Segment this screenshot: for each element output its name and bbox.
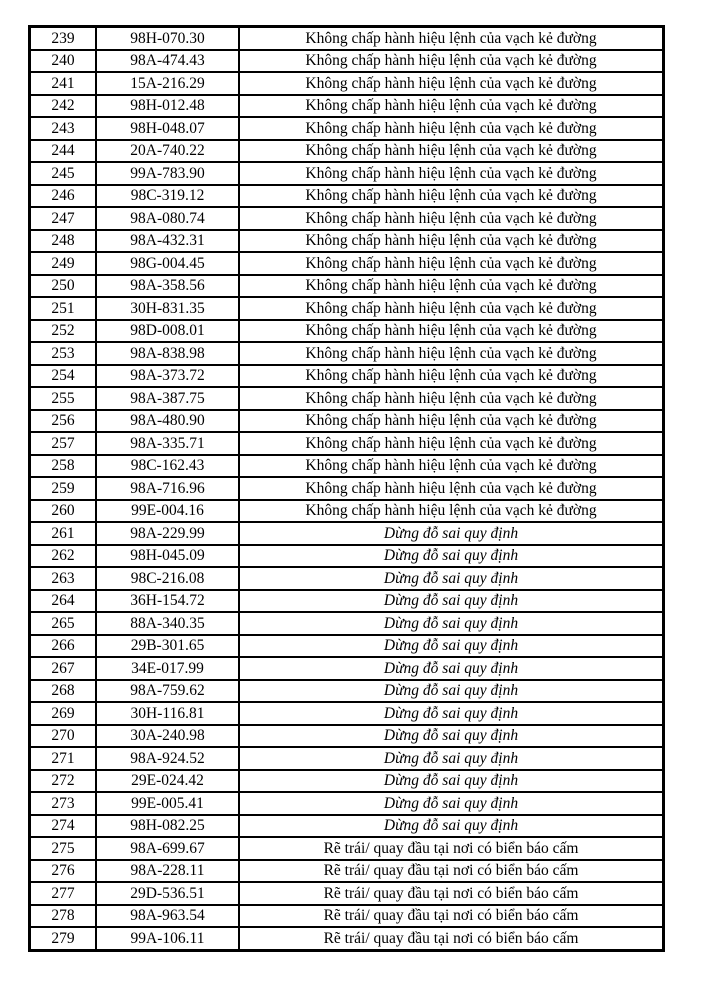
- row-number-cell: 265: [30, 612, 97, 635]
- table-row: [30, 860, 664, 883]
- violation-description-cell: Dừng đỗ sai quy định: [239, 725, 664, 748]
- violation-description-cell: Không chấp hành hiệu lệnh của vạch kẻ đường: [239, 297, 664, 320]
- violation-description-cell: Không chấp hành hiệu lệnh của vạch kẻ đường: [239, 477, 664, 500]
- table-row: [30, 747, 664, 770]
- license-plate-cell: 30A-240.98: [96, 725, 239, 748]
- license-plate-cell: 99E-004.16: [96, 500, 239, 523]
- table-row: [30, 477, 664, 500]
- table-row: [30, 612, 664, 635]
- table-row: [30, 95, 664, 118]
- license-plate-cell: 88A-340.35: [96, 612, 239, 635]
- violation-description-cell: Không chấp hành hiệu lệnh của vạch kẻ đường: [239, 410, 664, 433]
- table-row: [30, 590, 664, 613]
- table-row: [30, 432, 664, 455]
- row-number-cell: 267: [30, 657, 97, 680]
- license-plate-cell: 99A-106.11: [96, 927, 239, 950]
- table-row: [30, 905, 664, 928]
- license-plate-cell: 98A-480.90: [96, 410, 239, 433]
- license-plate-cell: 98H-082.25: [96, 815, 239, 838]
- row-number-cell: 278: [30, 905, 97, 928]
- row-number-cell: 253: [30, 342, 97, 365]
- row-number-cell: 271: [30, 747, 97, 770]
- violation-description-cell: Dừng đỗ sai quy định: [239, 635, 664, 658]
- table-row: [30, 770, 664, 793]
- row-number-cell: 258: [30, 455, 97, 478]
- license-plate-cell: 99E-005.41: [96, 792, 239, 815]
- license-plate-cell: 29B-301.65: [96, 635, 239, 658]
- row-number-cell: 244: [30, 140, 97, 163]
- row-number-cell: 241: [30, 72, 97, 95]
- violation-description-cell: Rẽ trái/ quay đầu tại nơi có biển báo cấm: [239, 905, 664, 928]
- violation-description-cell: Không chấp hành hiệu lệnh của vạch kẻ đường: [239, 185, 664, 208]
- row-number-cell: 269: [30, 702, 97, 725]
- table-row: [30, 680, 664, 703]
- row-number-cell: 279: [30, 927, 97, 950]
- license-plate-cell: 98C-319.12: [96, 185, 239, 208]
- table-row: [30, 725, 664, 748]
- table-row: [30, 702, 664, 725]
- violation-description-cell: Không chấp hành hiệu lệnh của vạch kẻ đường: [239, 365, 664, 388]
- license-plate-cell: 98G-004.45: [96, 252, 239, 275]
- license-plate-cell: 98A-963.54: [96, 905, 239, 928]
- row-number-cell: 264: [30, 590, 97, 613]
- table-row: [30, 50, 664, 73]
- license-plate-cell: 29E-024.42: [96, 770, 239, 793]
- license-plate-cell: 98A-080.74: [96, 207, 239, 230]
- license-plate-cell: 98H-048.07: [96, 117, 239, 140]
- table-row: [30, 927, 664, 950]
- license-plate-cell: 98A-924.52: [96, 747, 239, 770]
- license-plate-cell: 98A-474.43: [96, 50, 239, 73]
- table-row: [30, 275, 664, 298]
- violation-description-cell: Không chấp hành hiệu lệnh của vạch kẻ đường: [239, 72, 664, 95]
- row-number-cell: 275: [30, 837, 97, 860]
- row-number-cell: 274: [30, 815, 97, 838]
- row-number-cell: 251: [30, 297, 97, 320]
- row-number-cell: 277: [30, 882, 97, 905]
- table-row: [30, 365, 664, 388]
- violation-description-cell: Dừng đỗ sai quy định: [239, 545, 664, 568]
- violation-description-cell: Không chấp hành hiệu lệnh của vạch kẻ đường: [239, 252, 664, 275]
- license-plate-cell: 15A-216.29: [96, 72, 239, 95]
- violation-description-cell: Dừng đỗ sai quy định: [239, 815, 664, 838]
- violation-description-cell: Rẽ trái/ quay đầu tại nơi có biển báo cấm: [239, 882, 664, 905]
- violation-description-cell: Rẽ trái/ quay đầu tại nơi có biển báo cấm: [239, 837, 664, 860]
- row-number-cell: 260: [30, 500, 97, 523]
- row-number-cell: 243: [30, 117, 97, 140]
- violation-description-cell: Không chấp hành hiệu lệnh của vạch kẻ đường: [239, 117, 664, 140]
- license-plate-cell: 98H-045.09: [96, 545, 239, 568]
- license-plate-cell: 99A-783.90: [96, 162, 239, 185]
- license-plate-cell: 98A-335.71: [96, 432, 239, 455]
- row-number-cell: 247: [30, 207, 97, 230]
- violation-description-cell: Rẽ trái/ quay đầu tại nơi có biển báo cấm: [239, 927, 664, 950]
- violation-description-cell: Rẽ trái/ quay đầu tại nơi có biển báo cấm: [239, 860, 664, 883]
- table-row: [30, 522, 664, 545]
- license-plate-cell: 98A-838.98: [96, 342, 239, 365]
- violation-description-cell: Không chấp hành hiệu lệnh của vạch kẻ đường: [239, 27, 664, 50]
- license-plate-cell: 36H-154.72: [96, 590, 239, 613]
- violation-description-cell: Dừng đỗ sai quy định: [239, 612, 664, 635]
- row-number-cell: 254: [30, 365, 97, 388]
- table-row: [30, 455, 664, 478]
- row-number-cell: 266: [30, 635, 97, 658]
- violation-description-cell: Dừng đỗ sai quy định: [239, 792, 664, 815]
- table-row: [30, 72, 664, 95]
- table-row: [30, 297, 664, 320]
- row-number-cell: 273: [30, 792, 97, 815]
- row-number-cell: 239: [30, 27, 97, 50]
- violation-description-cell: Dừng đỗ sai quy định: [239, 680, 664, 703]
- row-number-cell: 248: [30, 230, 97, 253]
- violation-description-cell: Không chấp hành hiệu lệnh của vạch kẻ đường: [239, 387, 664, 410]
- row-number-cell: 250: [30, 275, 97, 298]
- row-number-cell: 242: [30, 95, 97, 118]
- license-plate-cell: 98C-162.43: [96, 455, 239, 478]
- table-row: [30, 162, 664, 185]
- license-plate-cell: 30H-116.81: [96, 702, 239, 725]
- violation-description-cell: Dừng đỗ sai quy định: [239, 702, 664, 725]
- row-number-cell: 245: [30, 162, 97, 185]
- violation-description-cell: Dừng đỗ sai quy định: [239, 522, 664, 545]
- violation-description-cell: Không chấp hành hiệu lệnh của vạch kẻ đường: [239, 207, 664, 230]
- table-row: [30, 815, 664, 838]
- violation-description-cell: Dừng đỗ sai quy định: [239, 590, 664, 613]
- violation-description-cell: Không chấp hành hiệu lệnh của vạch kẻ đường: [239, 162, 664, 185]
- violation-description-cell: Không chấp hành hiệu lệnh của vạch kẻ đường: [239, 140, 664, 163]
- violation-description-cell: Không chấp hành hiệu lệnh của vạch kẻ đường: [239, 500, 664, 523]
- license-plate-cell: 30H-831.35: [96, 297, 239, 320]
- violations-table-body: [30, 27, 664, 951]
- license-plate-cell: 98D-008.01: [96, 320, 239, 343]
- table-row: [30, 207, 664, 230]
- violation-description-cell: Dừng đỗ sai quy định: [239, 770, 664, 793]
- table-row: [30, 837, 664, 860]
- license-plate-cell: 98A-229.99: [96, 522, 239, 545]
- table-row: [30, 342, 664, 365]
- violation-description-cell: Dừng đỗ sai quy định: [239, 747, 664, 770]
- table-row: [30, 657, 664, 680]
- table-row: [30, 387, 664, 410]
- row-number-cell: 270: [30, 725, 97, 748]
- row-number-cell: 257: [30, 432, 97, 455]
- violation-description-cell: Dừng đỗ sai quy định: [239, 657, 664, 680]
- license-plate-cell: 98C-216.08: [96, 567, 239, 590]
- violation-description-cell: Không chấp hành hiệu lệnh của vạch kẻ đường: [239, 432, 664, 455]
- table-row: [30, 545, 664, 568]
- license-plate-cell: 29D-536.51: [96, 882, 239, 905]
- license-plate-cell: 20A-740.22: [96, 140, 239, 163]
- row-number-cell: 268: [30, 680, 97, 703]
- row-number-cell: 256: [30, 410, 97, 433]
- license-plate-cell: 98A-373.72: [96, 365, 239, 388]
- row-number-cell: 272: [30, 770, 97, 793]
- violation-description-cell: Không chấp hành hiệu lệnh của vạch kẻ đường: [239, 50, 664, 73]
- table-row: [30, 185, 664, 208]
- table-row: [30, 792, 664, 815]
- table-row: [30, 140, 664, 163]
- row-number-cell: 262: [30, 545, 97, 568]
- license-plate-cell: 98A-358.56: [96, 275, 239, 298]
- license-plate-cell: 98A-716.96: [96, 477, 239, 500]
- table-row: [30, 252, 664, 275]
- violation-description-cell: Dừng đỗ sai quy định: [239, 567, 664, 590]
- license-plate-cell: 98A-759.62: [96, 680, 239, 703]
- table-row: [30, 567, 664, 590]
- violation-description-cell: Không chấp hành hiệu lệnh của vạch kẻ đường: [239, 230, 664, 253]
- row-number-cell: 249: [30, 252, 97, 275]
- row-number-cell: 259: [30, 477, 97, 500]
- license-plate-cell: 98A-228.11: [96, 860, 239, 883]
- table-row: [30, 500, 664, 523]
- table-row: [30, 410, 664, 433]
- row-number-cell: 255: [30, 387, 97, 410]
- row-number-cell: 246: [30, 185, 97, 208]
- license-plate-cell: 98A-432.31: [96, 230, 239, 253]
- violation-description-cell: Không chấp hành hiệu lệnh của vạch kẻ đường: [239, 275, 664, 298]
- table-row: [30, 635, 664, 658]
- row-number-cell: 240: [30, 50, 97, 73]
- license-plate-cell: 98H-012.48: [96, 95, 239, 118]
- violations-table: [28, 25, 665, 952]
- license-plate-cell: 98A-387.75: [96, 387, 239, 410]
- table-row: [30, 320, 664, 343]
- license-plate-cell: 98A-699.67: [96, 837, 239, 860]
- license-plate-cell: 34E-017.99: [96, 657, 239, 680]
- violation-description-cell: Không chấp hành hiệu lệnh của vạch kẻ đường: [239, 95, 664, 118]
- table-row: [30, 117, 664, 140]
- table-row: [30, 882, 664, 905]
- violation-description-cell: Không chấp hành hiệu lệnh của vạch kẻ đường: [239, 342, 664, 365]
- table-row: [30, 230, 664, 253]
- row-number-cell: 252: [30, 320, 97, 343]
- row-number-cell: 276: [30, 860, 97, 883]
- violation-description-cell: Không chấp hành hiệu lệnh của vạch kẻ đường: [239, 320, 664, 343]
- row-number-cell: 263: [30, 567, 97, 590]
- license-plate-cell: 98H-070.30: [96, 27, 239, 50]
- row-number-cell: 261: [30, 522, 97, 545]
- table-row: [30, 27, 664, 50]
- violation-description-cell: Không chấp hành hiệu lệnh của vạch kẻ đường: [239, 455, 664, 478]
